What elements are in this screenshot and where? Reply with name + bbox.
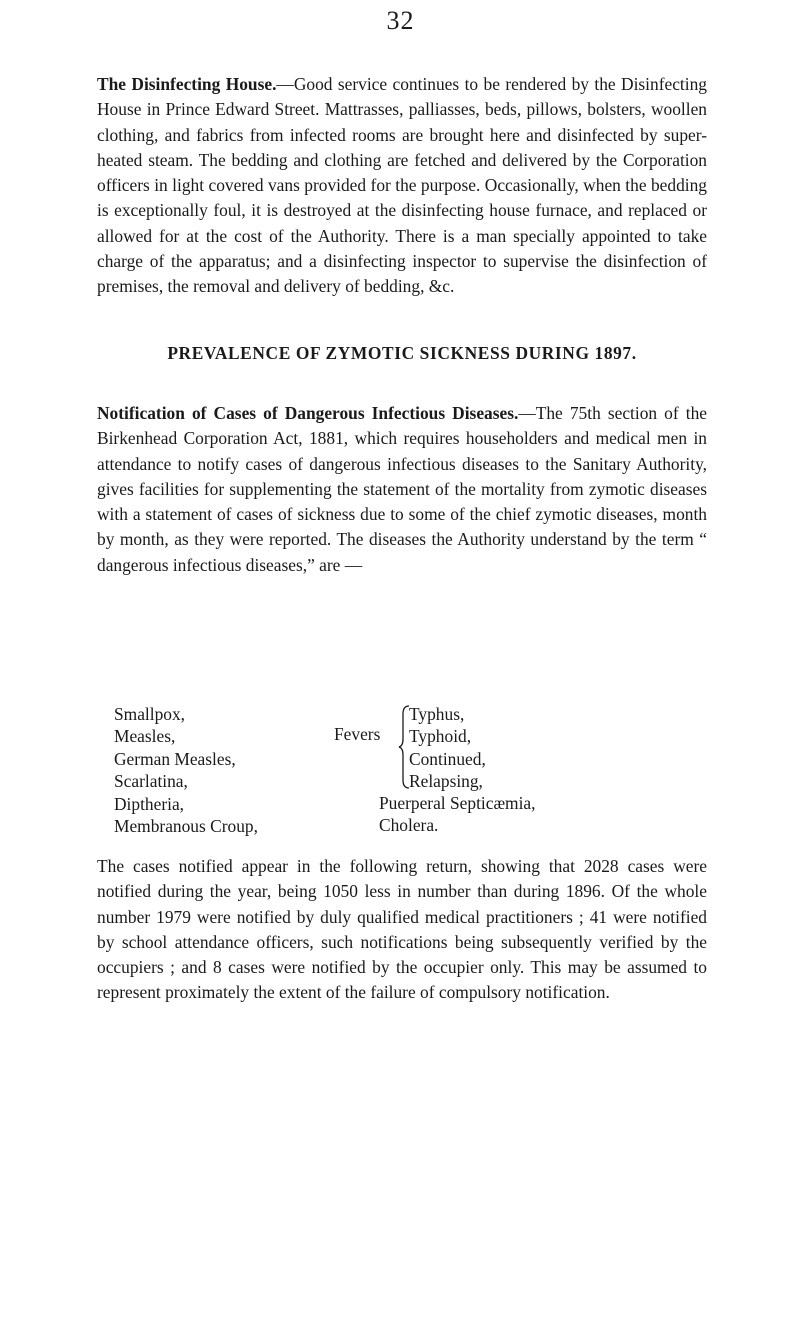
fevers-label: Fevers xyxy=(334,724,381,744)
disinfecting-house-paragraph xyxy=(97,72,707,300)
closing-paragraph: The cases notified appear in the following return, showing that 2028 cases were notified during the year, being 1050 less in number than during 1896. Of the whole number 1979 were notified by duly qualified medical practitioners ; 41 were notified by school attendance officers, such notifications being subsequently verified by the occupiers ; and 8 cases were notified by the occupier only. This may be assumed to represent proximately the extent of the failure of compulsory notification. xyxy=(97,856,707,1003)
fever-item: Relapsing, xyxy=(409,771,483,792)
page-number: 32 xyxy=(386,6,415,35)
section-heading: PREVALENCE OF ZYMOTIC SICKNESS DURING 1897. xyxy=(167,343,637,363)
disease-item: Diptheria, xyxy=(114,793,185,814)
notification-text: —The 75th section of the Birkenhead Corporation Act, 1881, which requires householders and medical men in attendance to notify cases of dangerous infectious diseases to the Sanitary Authority, gives facilities for supplementing the statement of the mortality from zymotic diseases with a statement of cases of sickness due to some of the chief zymotic diseases, month by month, as they were reported. The diseases the Authority understand by the term “ dangerous infectious diseases,” are — xyxy=(97,403,707,575)
fever-item: Typhus, xyxy=(409,704,465,724)
disease-item: German Measles, xyxy=(114,748,236,769)
disease-list-right xyxy=(379,792,535,837)
fever-list xyxy=(409,703,486,793)
disease-item: Cholera. xyxy=(379,815,439,836)
disease-item: Measles, xyxy=(114,726,176,747)
notification-paragraph xyxy=(97,401,707,578)
notification-lead: Notification of Cases of Dangerous Infectious Diseases. xyxy=(97,403,519,423)
fever-item: Typhoid, xyxy=(409,726,472,747)
disease-item: Membranous Croup, xyxy=(114,816,258,837)
disease-list-left xyxy=(114,703,258,837)
disease-item: Smallpox, xyxy=(114,704,186,724)
disease-item: Scarlatina, xyxy=(114,771,188,792)
fever-item: Continued, xyxy=(409,748,486,769)
disinfecting-house-lead: The Disinfecting House. xyxy=(97,74,277,94)
disease-item: Puerperal Septicæmia, xyxy=(379,793,536,813)
disinfecting-house-text: —Good service continues to be rendered by the Disinfecting House in Prince Edward Street. Mattrasses, palliasses, beds, pillows, bolsters, woollen clothing, and fabrics from infected rooms are brought here and disinfected by super-heated steam. The bedding and clothing are fetched and delivered by the Corporation officers in light covered vans provided for the purpose. Occasionally, when the bedding is exceptionally foul, it is destroyed at the disinfecting house furnace, and replaced or allowed for at the cost of the Authority. There is a man specially appointed to take charge of the apparatus; and a disinfecting inspector to supervise the disinfection of premises, the removal and delivery of bedding, &c. xyxy=(97,74,707,297)
